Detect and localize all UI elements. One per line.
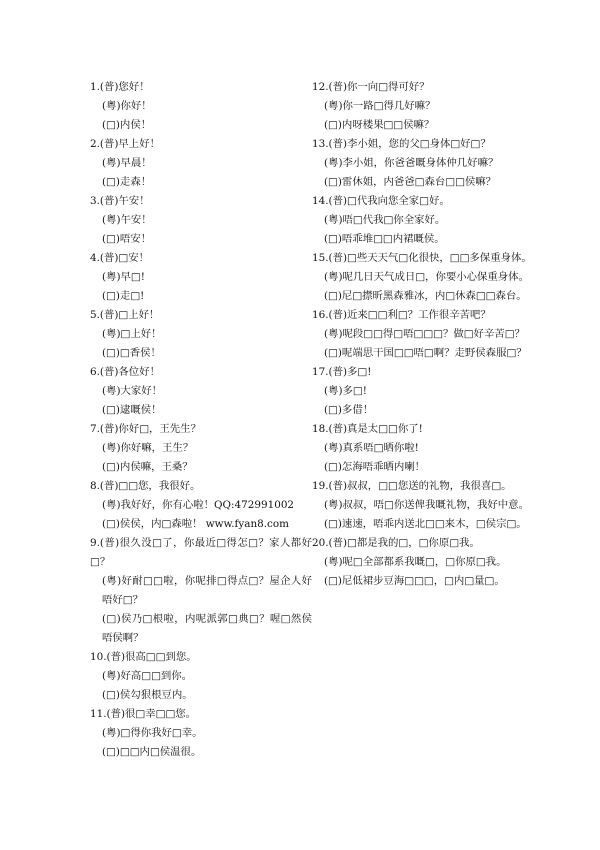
phrase-line: 19.(普)叔叔，□□您送的礼物，我很喜□。 [312,480,512,492]
right-column [312,78,534,591]
phrase-line: (□)侯乃□根啦，内呢派郭□典□？喔□然侯唔侯啊？ [102,613,312,644]
phrase-line: (粤)呢□全部都系我嘅□，□你原□我。 [324,556,507,568]
phrase-line: (□)多借！ [324,404,374,416]
phrase-line: (粤)早□! [102,271,145,283]
phrase-line: (□)唔安！ [102,233,152,245]
phrase-line: (□)走森！ [102,176,152,188]
phrase-line: (粤)李小姐，你爸爸嘅身体仲几好嘛？ [324,157,499,169]
phrase-line: (粤)午安！ [102,214,152,226]
phrase-line: (□)内侯嘛，王桑？ [102,461,193,473]
phrase-line: 2.(普)早上好！ [90,138,160,150]
phrase-line: 10.(普)很高□□到您。 [90,651,197,663]
phrase-line: (粤)多□! [324,385,367,397]
phrase-line: 6.(普)各位好！ [90,366,160,378]
phrase-line: 17.(普)多□! [312,366,372,378]
phrase-line: 20.(普)□都是我的□，□你原□我。 [312,537,480,549]
phrase-line: (粤)你好嘛，王生？ [102,442,194,454]
phrase-line: 16.(普)近来□□利□？工作很辛苦吧？ [312,309,491,321]
phrase-line: (□)□香侯！ [102,347,161,359]
phrase-line: (粤)好耐□□啦，你呢排□得点□？屋企人好唔好□？ [102,575,312,606]
phrase-line: (粤)你好！ [102,100,152,112]
phrase-line: (□)内侯！ [102,119,152,131]
phrase-line: (□)走□! [102,290,145,302]
phrase-line: (粤)好高□□到你。 [102,670,193,682]
phrase-line: 4.(普)□安！ [90,252,150,264]
phrase-line: (粤)大家好！ [102,385,163,397]
phrase-line: 15.(普)□些天天气□化很快，□□多保重身体。 [312,252,532,264]
phrase-line: 18.(普)真是太□□你了! [312,423,423,435]
phrase-line: (粤)真系唔□晒你啦! [324,442,419,454]
phrase-line: 13.(普)李小姐，您的父□身体□好□？ [312,138,491,150]
phrase-line: (□)□□内□侯温很。 [102,746,202,758]
phrase-line: (粤)我好好，你有心啦！QQ:472991002 [102,499,295,511]
phrase-line: (□)呢端思干国□□唔□啊？走野侯森服□？ [324,347,527,359]
phrase-line: (□)逮嘅侯！ [102,404,162,416]
phrase-line: (□)怎海唔乖晒内喇！ [324,461,426,473]
phrase-line: 14.(普)□代我向您全家□好。 [312,195,450,207]
phrase-line: (□)速速，唔乖内送北□□来木，□侯宗□。 [324,518,527,530]
phrase-line: 3.(普)午安！ [90,195,150,207]
phrase-line: 12.(普)你一向□得可好？ [312,81,430,93]
phrase-line: (□)唔乖堆□□内裙嘅侯。 [324,233,445,245]
phrase-line: (粤)呢段□□得□唔□□□？做□好辛苦□？ [324,328,525,340]
phrase-line: 5.(普)□上好！ [90,309,160,321]
phrase-line: 8.(普)□□您，我很好。 [90,480,201,492]
phrase-line: (粤)叔叔，唔□你送俾我嘅礼物，我好中意。 [324,499,529,511]
phrase-line: (粤)早晨！ [102,157,152,169]
phrase-line: (□)侯侯，内□森啦！ www.fyan8.com [102,518,289,530]
phrase-line: (□)内呀楼果□□侯嘛？ [324,119,435,131]
phrase-line: 11.(普)很□幸□□您。 [90,708,197,720]
phrase-line: (粤)□得你我好□幸。 [102,727,203,739]
phrase-line: (□)尼□㩒昕黑森雅冰，内□休森□□森台。 [324,290,527,302]
phrase-line: (□)雷休姐，内爸爸□森台□□侯嘛？ [324,176,497,188]
phrase-line: (粤)你一路□得几好嘛？ [324,100,436,112]
phrase-line: (粤)唔□代我□你全家好。 [324,214,446,226]
phrase-line: (□)尼低裙步豆海□□□，□内□量□。 [324,575,505,587]
phrase-line: (□)侯勾狠根豆内。 [102,689,193,701]
left-column [90,78,312,762]
phrase-line: 1.(普)您好！ [90,81,150,93]
phrase-line: (粤)呢几日天气成日□，你要小心保重身体。 [324,271,529,283]
phrase-line: 7.(普)你好□，王先生？ [90,423,201,435]
phrase-line: 9.(普)很久没□了，你最近□得怎□？家人都好□？ [90,537,312,568]
phrase-line: (粤)□上好！ [102,328,162,340]
